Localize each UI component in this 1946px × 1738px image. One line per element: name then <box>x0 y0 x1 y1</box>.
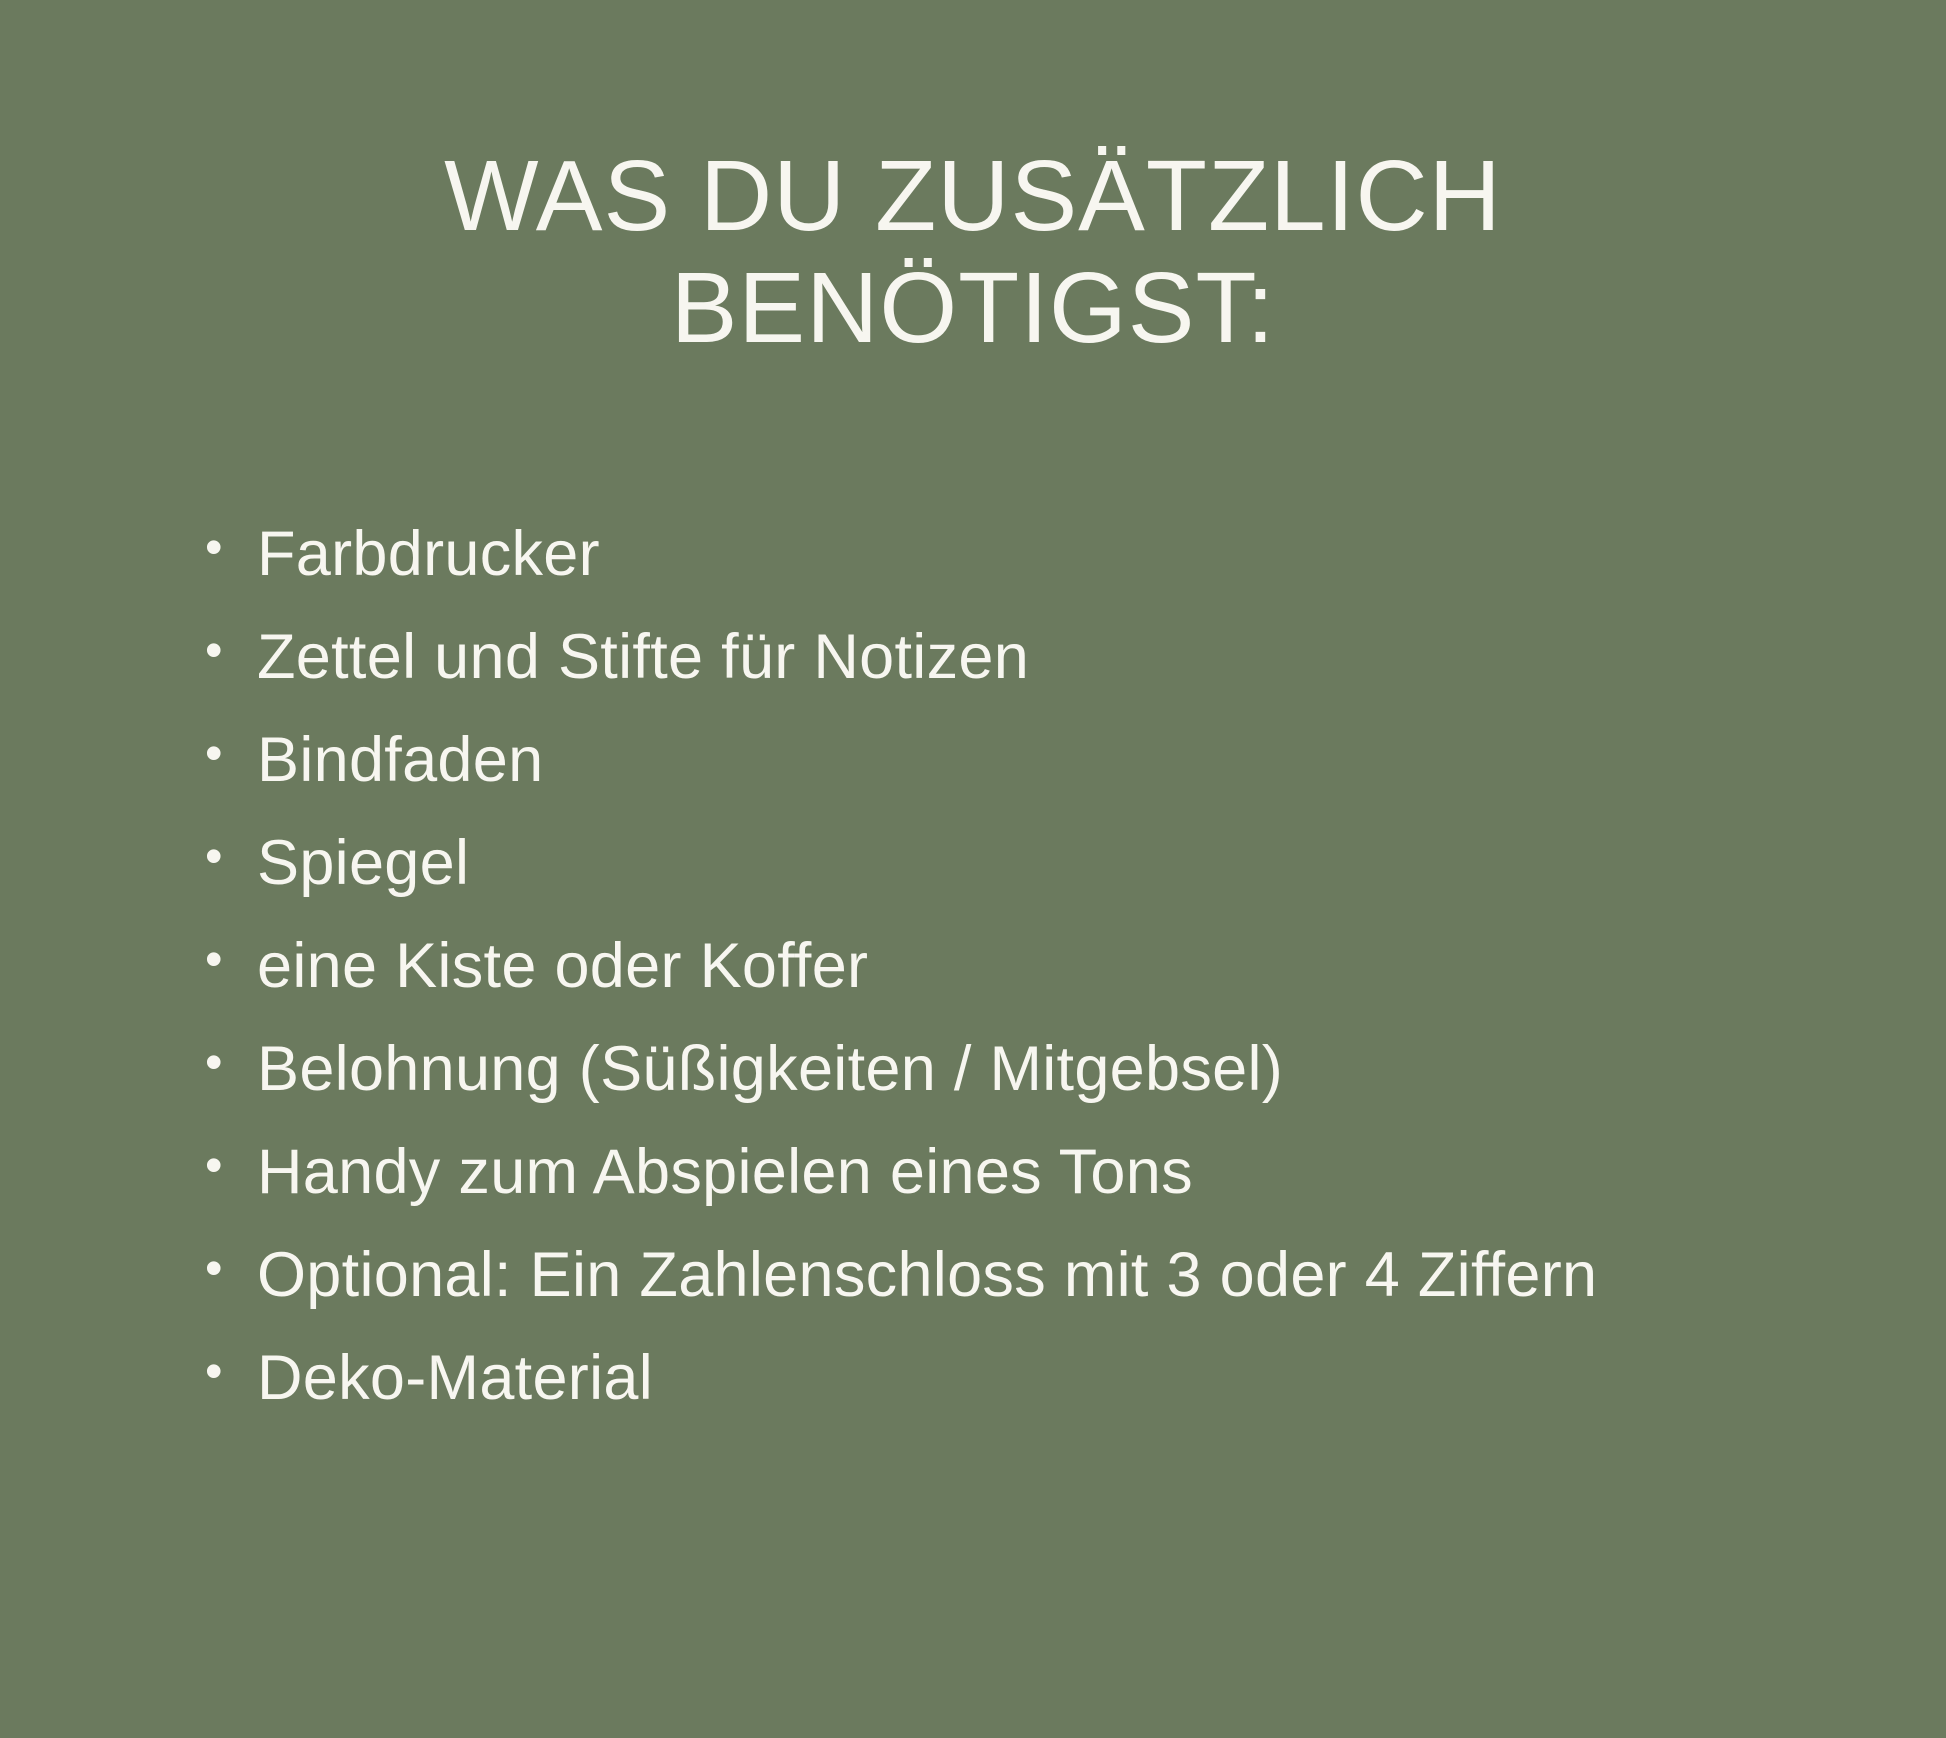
list-item: • Deko-Material <box>205 1347 1946 1410</box>
list-item: • eine Kiste oder Koffer <box>205 935 1946 998</box>
list-item: • Zettel und Stifte für Notizen <box>205 626 1946 689</box>
list-item: • Bindfaden <box>205 729 1946 792</box>
page-title: WAS DU ZUSÄTZLICH BENÖTIGST: <box>444 140 1502 364</box>
materials-list-container <box>0 519 1946 1450</box>
list-item: • Spiegel <box>205 832 1946 895</box>
list-item: • Optional: Ein Zahlenschloss mit 3 oder 4 Ziffern <box>205 1244 1946 1307</box>
list-item: • Belohnung (Süßigkeiten / Mitgebsel) <box>205 1038 1946 1101</box>
list-item: • Handy zum Abspielen eines Tons <box>205 1141 1946 1204</box>
materials-list <box>205 519 1946 1413</box>
list-item: • Farbdrucker <box>205 523 1946 586</box>
